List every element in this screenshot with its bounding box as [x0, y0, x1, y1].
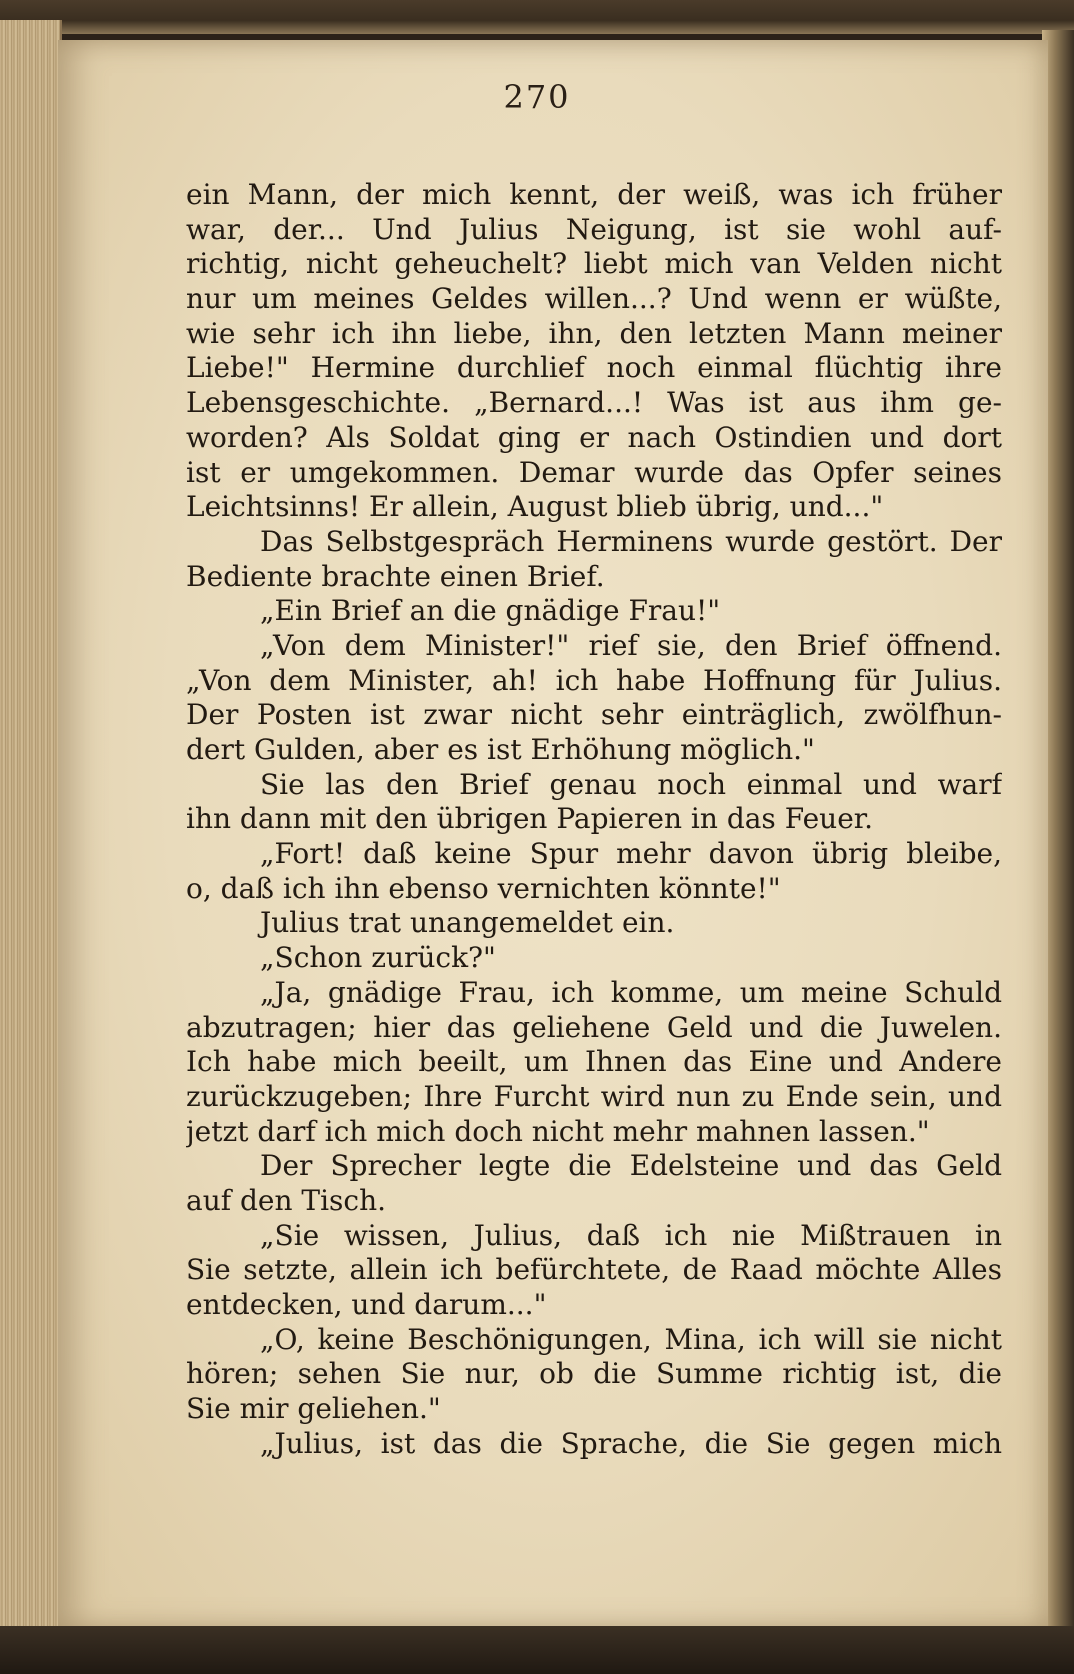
- text-line: ist er umgekommen. Demar wurde das Opfer seines: [186, 455, 1002, 489]
- book-top-edge: [0, 0, 1074, 34]
- text-line: auf den Tisch.: [186, 1183, 387, 1217]
- page-number: 270: [503, 78, 571, 116]
- text-line: Sie las den Brief genau noch einmal und warf: [260, 767, 1002, 801]
- text-line: „Schon zurück?": [260, 941, 496, 975]
- text-line: Bediente brachte einen Brief.: [186, 559, 605, 593]
- text-line: „O, keine Beschönigungen, Mina, ich will sie nicht: [260, 1322, 1002, 1356]
- text-line: Das Selbstgespräch Herminens wurde gestört. Der: [260, 524, 1002, 558]
- text-line: Der Sprecher legte die Edelsteine und das Geld: [260, 1149, 1002, 1183]
- text-line: hören; sehen Sie nur, ob die Summe richtig ist, die: [186, 1357, 1002, 1391]
- text-line: richtig, nicht geheuchelt? liebt mich van Velden nicht: [186, 247, 1002, 281]
- text-line: nur um meines Geldes willen...? Und wenn er wüßte,: [186, 282, 1002, 316]
- text-line: „Fort! daß keine Spur mehr davon übrig bleibe,: [260, 837, 1002, 871]
- text-line: ein Mann, der mich kennt, der weiß, was ich früher: [186, 178, 1002, 211]
- text-line: Ich habe mich beeilt, um Ihnen das Eine und Andere: [186, 1045, 1002, 1079]
- text-line: wie sehr ich ihn liebe, ihn, den letzten Mann meiner: [186, 316, 1002, 350]
- text-line: abzutragen; hier das geliehene Geld und die Juwelen.: [186, 1010, 1002, 1044]
- text-line: war, der... Und Julius Neigung, ist sie wohl auf-: [186, 212, 1002, 246]
- text-line: Sie mir geliehen.": [186, 1392, 441, 1426]
- text-line: Julius trat unangemeldet ein.: [260, 906, 675, 940]
- text-line: Leichtsinns! Er allein, August blieb übrig, und...": [186, 490, 884, 524]
- book-bottom-edge: [0, 1626, 1074, 1674]
- text-line: „Von dem Minister!" rief sie, den Brief öffnend.: [260, 628, 1002, 662]
- text-line: „Sie wissen, Julius, daß ich nie Mißtrauen in: [260, 1218, 1002, 1252]
- text-line: worden? Als Soldat ging er nach Ostindien und dort: [186, 420, 1002, 454]
- page-block-left: [0, 20, 62, 1640]
- text-line: Sie setzte, allein ich befürchtete, de Raad möchte Alles: [186, 1253, 1002, 1287]
- text-line: ihn dann mit den übrigen Papieren in das Feuer.: [186, 802, 873, 836]
- text-line: entdecken, und darum...": [186, 1288, 547, 1321]
- text-line: „Von dem Minister, ah! ich habe Hoffnung für Julius.: [186, 663, 1002, 697]
- text-line: „Ja, gnädige Frau, ich komme, um meine Schuld: [260, 975, 1002, 1009]
- text-line: Lebensgeschichte. „Bernard...! Was ist aus ihm ge-: [186, 386, 1002, 420]
- page-text: [186, 178, 1002, 1461]
- text-line: o, daß ich ihn ebenso vernichten könnte!": [186, 871, 781, 905]
- text-line: jetzt darf ich mich doch nicht mehr mahnen lassen.": [186, 1114, 930, 1148]
- text-line: „Ein Brief an die gnädige Frau!": [260, 594, 721, 628]
- text-line: „Julius, ist das die Sprache, die Sie gegen mich: [260, 1426, 1002, 1460]
- text-line: zurückzugeben; Ihre Furcht wird nun zu Ende sein, und: [186, 1079, 1002, 1113]
- text-line: dert Gulden, aber es ist Erhöhung möglich.": [186, 733, 815, 766]
- text-line: Liebe!" Hermine durchlief noch einmal flüchtig ihre: [186, 351, 1002, 385]
- text-line: Der Posten ist zwar nicht sehr einträglich, zwölfhun-: [186, 698, 1002, 732]
